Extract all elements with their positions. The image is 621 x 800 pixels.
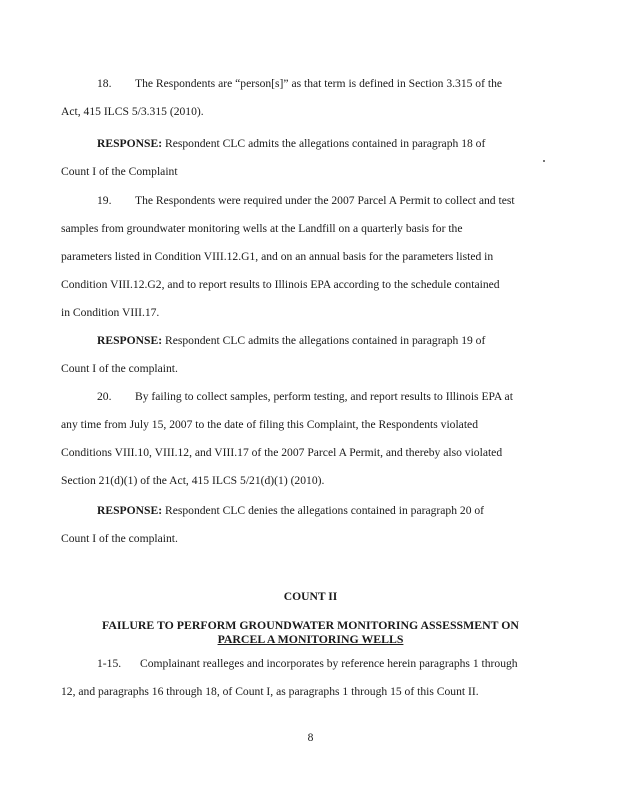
paragraph-19-line-1: 19. The Respondents were required under the 2007 Parcel A Permit to collect and test bbox=[61, 187, 549, 215]
paragraph-19-line-3: parameters listed in Condition VIII.12.G1, and on an annual basis for the parameters listed in bbox=[61, 250, 494, 263]
paragraph-18-line-1: 18. The Respondents are “person[s]” as that term is defined in Section 3.315 of the bbox=[61, 70, 549, 98]
paragraph-1-15-line-2: 12, and paragraphs 16 through 18, of Count I, as paragraphs 1 through 15 of this Count II. bbox=[61, 685, 479, 698]
paragraph-number: 19. bbox=[97, 194, 112, 207]
section-heading-line-1: FAILURE TO PERFORM GROUNDWATER MONITORING ASSESSMENT ON bbox=[102, 618, 519, 632]
page-number: 8 bbox=[307, 731, 314, 744]
paragraph-1-15-line-1: 1-15. Complainant realleges and incorporates by reference herein paragraphs 1 through bbox=[61, 650, 549, 678]
paragraph-18 bbox=[61, 70, 549, 126]
response-20-line-2: Count I of the complaint. bbox=[61, 532, 178, 545]
paragraph-20 bbox=[61, 383, 549, 495]
response-20 bbox=[61, 497, 549, 553]
paragraph-number: 1-15. bbox=[97, 657, 122, 670]
response-19-line-1: RESPONSE: Respondent CLC admits the allegations contained in paragraph 19 of bbox=[97, 334, 486, 347]
section-heading bbox=[0, 618, 621, 646]
paragraph-number: 20. bbox=[97, 390, 112, 403]
paragraph-18-line-2: Act, 415 ILCS 5/3.315 (2010). bbox=[61, 105, 204, 118]
scan-artifact bbox=[543, 160, 545, 162]
response-label: RESPONSE: bbox=[97, 334, 163, 347]
response-18 bbox=[61, 130, 549, 186]
paragraph-19 bbox=[61, 187, 549, 327]
response-19-line-2: Count I of the complaint. bbox=[61, 362, 178, 375]
paragraph-20-line-2: any time from July 15, 2007 to the date of filing this Complaint, the Respondents violated bbox=[61, 418, 478, 431]
section-heading-line-2: PARCEL A MONITORING WELLS bbox=[217, 632, 404, 646]
paragraph-19-line-4: Condition VIII.12.G2, and to report results to Illinois EPA according to the schedule contained bbox=[61, 278, 500, 291]
paragraph-1-15 bbox=[61, 650, 549, 706]
response-20-line-1: RESPONSE: Respondent CLC denies the allegations contained in paragraph 20 of bbox=[97, 504, 485, 517]
paragraph-number: 18. bbox=[97, 77, 112, 90]
response-18-line-1: RESPONSE: Respondent CLC admits the allegations contained in paragraph 18 of bbox=[97, 137, 486, 150]
response-18-line-2: Count I of the Complaint bbox=[61, 165, 178, 178]
response-label: RESPONSE: bbox=[97, 504, 163, 517]
paragraph-20-line-1: 20. By failing to collect samples, perform testing, and report results to Illinois EPA at bbox=[61, 383, 549, 411]
response-19 bbox=[61, 327, 549, 383]
paragraph-19-line-5: in Condition VIII.17. bbox=[61, 306, 160, 319]
paragraph-20-line-3: Conditions VIII.10, VIII.12, and VIII.17 of the 2007 Parcel A Permit, and thereby also violated bbox=[61, 446, 503, 459]
paragraph-19-line-2: samples from groundwater monitoring wells at the Landfill on a quarterly basis for the bbox=[61, 222, 463, 235]
response-label: RESPONSE: bbox=[97, 137, 163, 150]
count-heading: COUNT II bbox=[283, 590, 338, 603]
paragraph-20-line-4: Section 21(d)(1) of the Act, 415 ILCS 5/21(d)(1) (2010). bbox=[61, 474, 325, 487]
